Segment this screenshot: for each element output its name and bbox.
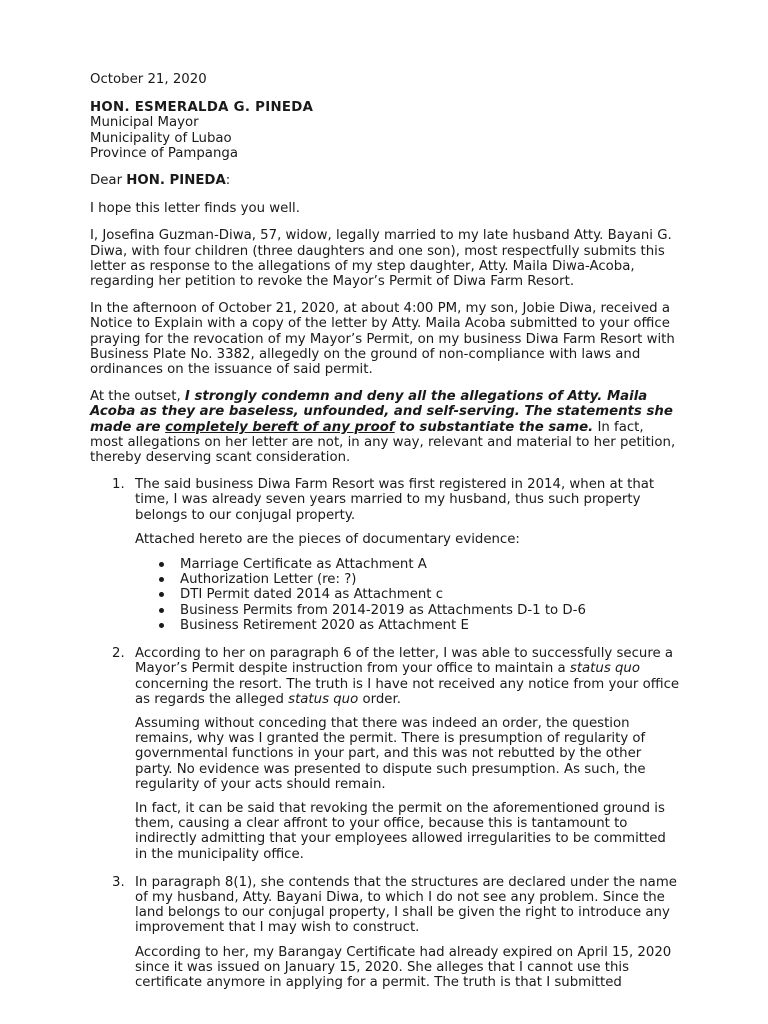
evidence-item: Business Permits from 2014-2019 as Attachments D-1 to D-6 bbox=[135, 603, 680, 618]
recipient-title: Municipal Mayor bbox=[90, 115, 199, 131]
item-2-paragraph-1: According to her on paragraph 6 of the letter, I was able to successfully secure a Mayor’s Permit despite instruction from your office to maintain a status quo concerning the resort. The truth is I have not received any notice from your office as regards the alleged status quo order. bbox=[135, 646, 680, 707]
list-number: 1. bbox=[112, 477, 125, 493]
recipient-block bbox=[90, 100, 680, 161]
recipient-province: Province of Pampanga bbox=[90, 145, 238, 161]
item-2-paragraph-2: Assuming without conceding that there was indeed an order, the question remains, why was I granted the permit. There is presumption of regularity of governmental functions in your part, and this was not rebutted by the other party. No evidence was presented to dispute such presumption. As such, the regularity of your acts should remain. bbox=[135, 715, 646, 792]
outset-underlined: completely bereft of any proof bbox=[165, 419, 395, 435]
list-item-3 bbox=[90, 875, 680, 990]
evidence-item: Business Retirement 2020 as Attachment E bbox=[135, 618, 680, 633]
letter-date: October 21, 2020 bbox=[90, 72, 207, 87]
salutation-name: HON. PINEDA bbox=[126, 173, 226, 189]
outset-emphasis: I strongly condemn and deny all the allegations of Atty. Maila Acoba as they are baseless, unfounded, and self-serving. The statements she made are bbox=[90, 389, 673, 435]
list-number: 2. bbox=[112, 646, 125, 662]
evidence-item: Marriage Certificate as Attachment A bbox=[135, 557, 680, 572]
item-2-paragraph-3: In fact, it can be said that revoking the permit on the aforementioned ground is them, causing a clear affront to your office, because this is tantamount to indirectly admitting that your employees allowed irregularities to be committed in the municipality office. bbox=[135, 800, 666, 862]
list-number: 3. bbox=[112, 874, 125, 890]
item-3-paragraph-2: According to her, my Barangay Certificate had already expired on April 15, 2020 since it was issued on January 15, 2020. She alleges that I cannot use this certificate anymore in applying for a permit. The truth is that I submitted bbox=[135, 944, 672, 990]
recipient-name: HON. ESMERALDA G. PINEDA bbox=[90, 100, 314, 116]
item-1-subtext: Attached hereto are the pieces of documentary evidence: bbox=[135, 531, 520, 547]
background-paragraph: In the afternoon of October 21, 2020, at about 4:00 PM, my son, Jobie Diwa, received a Notice to Explain with a copy of the letter by Atty. Maila Acoba submitted to your office praying for the revocation of my Mayor’s Permit, on my business Diwa Farm Resort with Business Plate No. 3382, allegedly on the ground of non-compliance with laws and ordinances on the issuance of said permit. bbox=[90, 301, 675, 378]
numbered-list bbox=[90, 477, 680, 990]
evidence-item: DTI Permit dated 2014 as Attachment c bbox=[135, 587, 680, 602]
list-item-1 bbox=[90, 477, 680, 633]
salutation: Dear HON. PINEDA: bbox=[90, 173, 231, 189]
item-1-text: The said business Diwa Farm Resort was first registered in 2014, when at that time, I was already seven years married to my husband, thus such property belongs to our conjugal property. bbox=[135, 477, 655, 523]
evidence-item: Authorization Letter (re: ?) bbox=[135, 572, 680, 587]
letter-body bbox=[90, 72, 680, 1003]
item-3-paragraph-1: In paragraph 8(1), she contends that the structures are declared under the name of my husband, Atty. Bayani Diwa, to which I do not see any problem. Since the land belongs to our conjugal property, I shall be given the right to introduce any improvement that I may wish to construct. bbox=[135, 874, 677, 936]
evidence-list bbox=[135, 557, 680, 633]
list-item-2 bbox=[90, 646, 680, 862]
opening-paragraph: I hope this letter finds you well. bbox=[90, 201, 300, 217]
recipient-municipality: Municipality of Lubao bbox=[90, 130, 232, 146]
outset-paragraph: At the outset, I strongly condemn and deny all the allegations of Atty. Maila Acoba as they are baseless, unfounded, and self-serving. The statements she made are completely bereft of any proof to substantiate the same. In fact, most allegations on her letter are not, in any way, relevant and material to her petition, thereby deserving scant consideration. bbox=[90, 389, 676, 466]
intro-paragraph: I, Josefina Guzman-Diwa, 57, widow, legally married to my late husband Atty. Bayani G. Diwa, with four children (three daughters and one son), most respectfully submits this letter as response to the allegations of my step daughter, Atty. Maila Diwa-Acoba, regarding her petition to revoke the Mayor’s Permit of Diwa Farm Resort. bbox=[90, 228, 672, 290]
